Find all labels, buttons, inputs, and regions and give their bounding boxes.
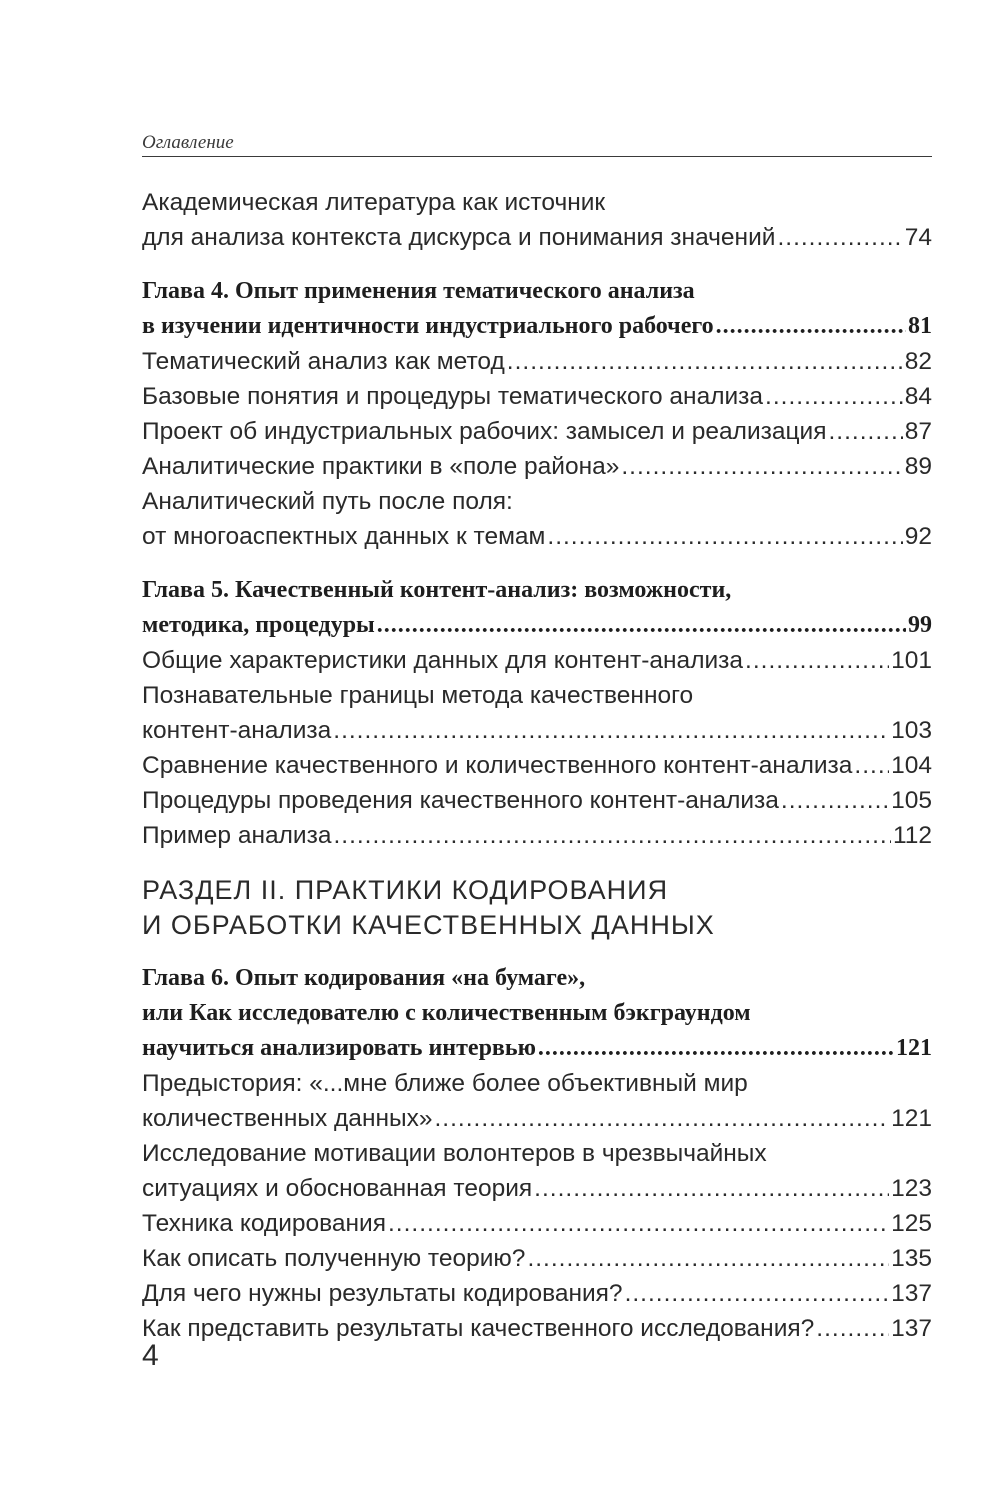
toc-entry-lastline (142, 519, 932, 554)
toc-title-line: Как представить результаты качественного исследования? (142, 1315, 815, 1342)
toc-entry[interactable] (142, 1311, 932, 1346)
toc-page-number: 105 (891, 787, 932, 814)
toc-chapter[interactable] (142, 274, 932, 344)
toc-entry[interactable] (142, 1206, 932, 1241)
toc-page-number: 137 (891, 1280, 932, 1307)
toc-entry-lastline (142, 1241, 932, 1276)
toc-page-number: 123 (891, 1175, 932, 1202)
toc-page-number: 121 (896, 1035, 932, 1061)
toc-entry-lastline (142, 713, 932, 748)
dot-leader (507, 344, 903, 379)
dot-leader (388, 1206, 889, 1241)
toc-entry[interactable] (142, 344, 932, 379)
toc-page-number: 103 (891, 717, 932, 744)
toc-entry-lastline (142, 449, 932, 484)
dot-leader (816, 1311, 889, 1346)
toc-title-line: количественных данных» (142, 1105, 433, 1132)
toc-page-number: 135 (891, 1245, 932, 1272)
toc-title-line: Глава 6. Опыт кодирования «на бумаге», (142, 965, 586, 991)
dot-leader (434, 1101, 889, 1136)
toc-entry-lastline (142, 748, 932, 783)
toc-title-line: Общие характеристики данных для контент-анализа (142, 647, 744, 674)
dot-leader (527, 1241, 889, 1276)
toc-title-line: Сравнение качественного и количественного контент-анализа (142, 752, 853, 779)
toc-entry[interactable] (142, 1136, 932, 1206)
toc-entry[interactable] (142, 414, 932, 449)
toc-entry[interactable] (142, 1066, 932, 1136)
toc-title-line: И ОБРАБОТКИ КАЧЕСТВЕННЫХ ДАННЫХ (142, 910, 715, 940)
toc-page-number: 104 (891, 752, 932, 779)
toc-page-number: 89 (904, 453, 932, 480)
toc-title-line: от многоаспектных данных к темам (142, 523, 546, 550)
toc-title-line: Академическая литература как источник (142, 189, 606, 216)
toc-entry-lastline (142, 1276, 932, 1311)
dot-leader (765, 379, 903, 414)
toc-entry-lastline (142, 220, 932, 255)
toc-title-line: научиться анализировать интервью (142, 1035, 536, 1061)
dot-leader (625, 1276, 890, 1311)
dot-leader (716, 309, 906, 344)
toc-entry[interactable] (142, 449, 932, 484)
toc-entry-lastline (142, 379, 932, 414)
dot-leader (547, 519, 902, 554)
toc-entry[interactable] (142, 379, 932, 414)
toc-page-number: 81 (908, 313, 932, 339)
toc-page-number: 87 (904, 418, 932, 445)
toc-title-line: для анализа контекста дискурса и понимания значений (142, 224, 776, 251)
toc-title-line: Пример анализа (142, 822, 332, 849)
running-head: Оглавление (142, 132, 234, 153)
toc-entry[interactable] (142, 1276, 932, 1311)
toc-entry[interactable] (142, 643, 932, 678)
toc-title-line: Глава 5. Качественный контент-анализ: возможности, (142, 577, 732, 603)
toc-title-line: РАЗДЕЛ II. ПРАКТИКИ КОДИРОВАНИЯ (142, 875, 669, 905)
toc-page-number: 74 (904, 224, 932, 251)
dot-leader (621, 449, 902, 484)
dot-leader (777, 220, 902, 255)
toc-page-number: 112 (892, 822, 932, 849)
toc-title-line: методика, процедуры (142, 612, 375, 638)
dot-leader (333, 713, 889, 748)
toc-entry-lastline (142, 1101, 932, 1136)
page-number: 4 (142, 1339, 159, 1372)
toc-page-number: 92 (904, 523, 932, 550)
dot-leader (333, 818, 890, 853)
toc-title-line: Аналитические практики в «поле района» (142, 453, 620, 480)
toc-entry-lastline (142, 1171, 932, 1206)
toc-page-number: 101 (891, 647, 932, 674)
toc-title-line: Глава 4. Опыт применения тематического анализа (142, 278, 695, 304)
toc-entry-lastline (142, 1206, 932, 1241)
toc-chapter[interactable] (142, 961, 932, 1066)
toc-entry-lastline (142, 344, 932, 379)
toc-entry-lastline (142, 1031, 932, 1066)
toc-title-line: Техника кодирования (142, 1210, 386, 1237)
toc-entry-lastline (142, 309, 932, 344)
toc-entry-lastline (142, 414, 932, 449)
toc-chapter[interactable] (142, 573, 932, 643)
toc-entry-lastline (142, 1311, 932, 1346)
toc-title-line: Базовые понятия и процедуры тематического анализа (142, 383, 764, 410)
toc-entry[interactable] (142, 1241, 932, 1276)
table-of-contents (142, 185, 932, 1346)
toc-page-number: 137 (891, 1315, 932, 1342)
toc-entry[interactable] (142, 185, 932, 255)
dot-leader (538, 1031, 894, 1066)
toc-page-number: 125 (891, 1210, 932, 1237)
toc-page-number: 121 (891, 1105, 932, 1132)
toc-page-number: 99 (908, 612, 932, 638)
toc-entry[interactable] (142, 484, 932, 554)
running-head-rule (142, 156, 932, 157)
toc-entry-lastline (142, 643, 932, 678)
toc-title-line: контент-анализа (142, 717, 332, 744)
toc-section-heading (142, 873, 932, 943)
toc-title-line: Исследование мотивации волонтеров в чрезвычайных (142, 1140, 767, 1167)
toc-entry-lastline (142, 818, 932, 853)
dot-leader (854, 748, 889, 783)
toc-page-number: 84 (904, 383, 932, 410)
toc-entry-lastline (142, 783, 932, 818)
toc-title-line: в изучении идентичности индустриального рабочего (142, 313, 714, 339)
dot-leader (781, 783, 889, 818)
toc-title-line: или Как исследователю с количественным бэкграундом (142, 1000, 751, 1026)
dot-leader (745, 643, 889, 678)
toc-entry-lastline (142, 608, 932, 643)
toc-entry[interactable] (142, 678, 932, 748)
dot-leader (828, 414, 902, 449)
toc-entry[interactable] (142, 748, 932, 783)
dot-leader (377, 608, 906, 643)
dot-leader (534, 1171, 889, 1206)
toc-title-line: Для чего нужны результаты кодирования? (142, 1280, 623, 1307)
toc-title-line: Процедуры проведения качественного контент-анализа (142, 787, 779, 814)
toc-title-line: ситуациях и обоснованная теория (142, 1175, 533, 1202)
toc-entry[interactable] (142, 818, 932, 853)
toc-title-line: Предыстория: «...мне ближе более объективный мир (142, 1070, 748, 1097)
toc-title-line: Проект об индустриальных рабочих: замысел и реализация (142, 418, 827, 445)
toc-entry[interactable] (142, 783, 932, 818)
toc-title-line: Тематический анализ как метод (142, 348, 505, 375)
toc-title-line: Познавательные границы метода качественного (142, 682, 694, 709)
toc-page-number: 82 (904, 348, 932, 375)
toc-title-line: Как описать полученную теорию? (142, 1245, 526, 1272)
toc-title-line: Аналитический путь после поля: (142, 488, 513, 515)
